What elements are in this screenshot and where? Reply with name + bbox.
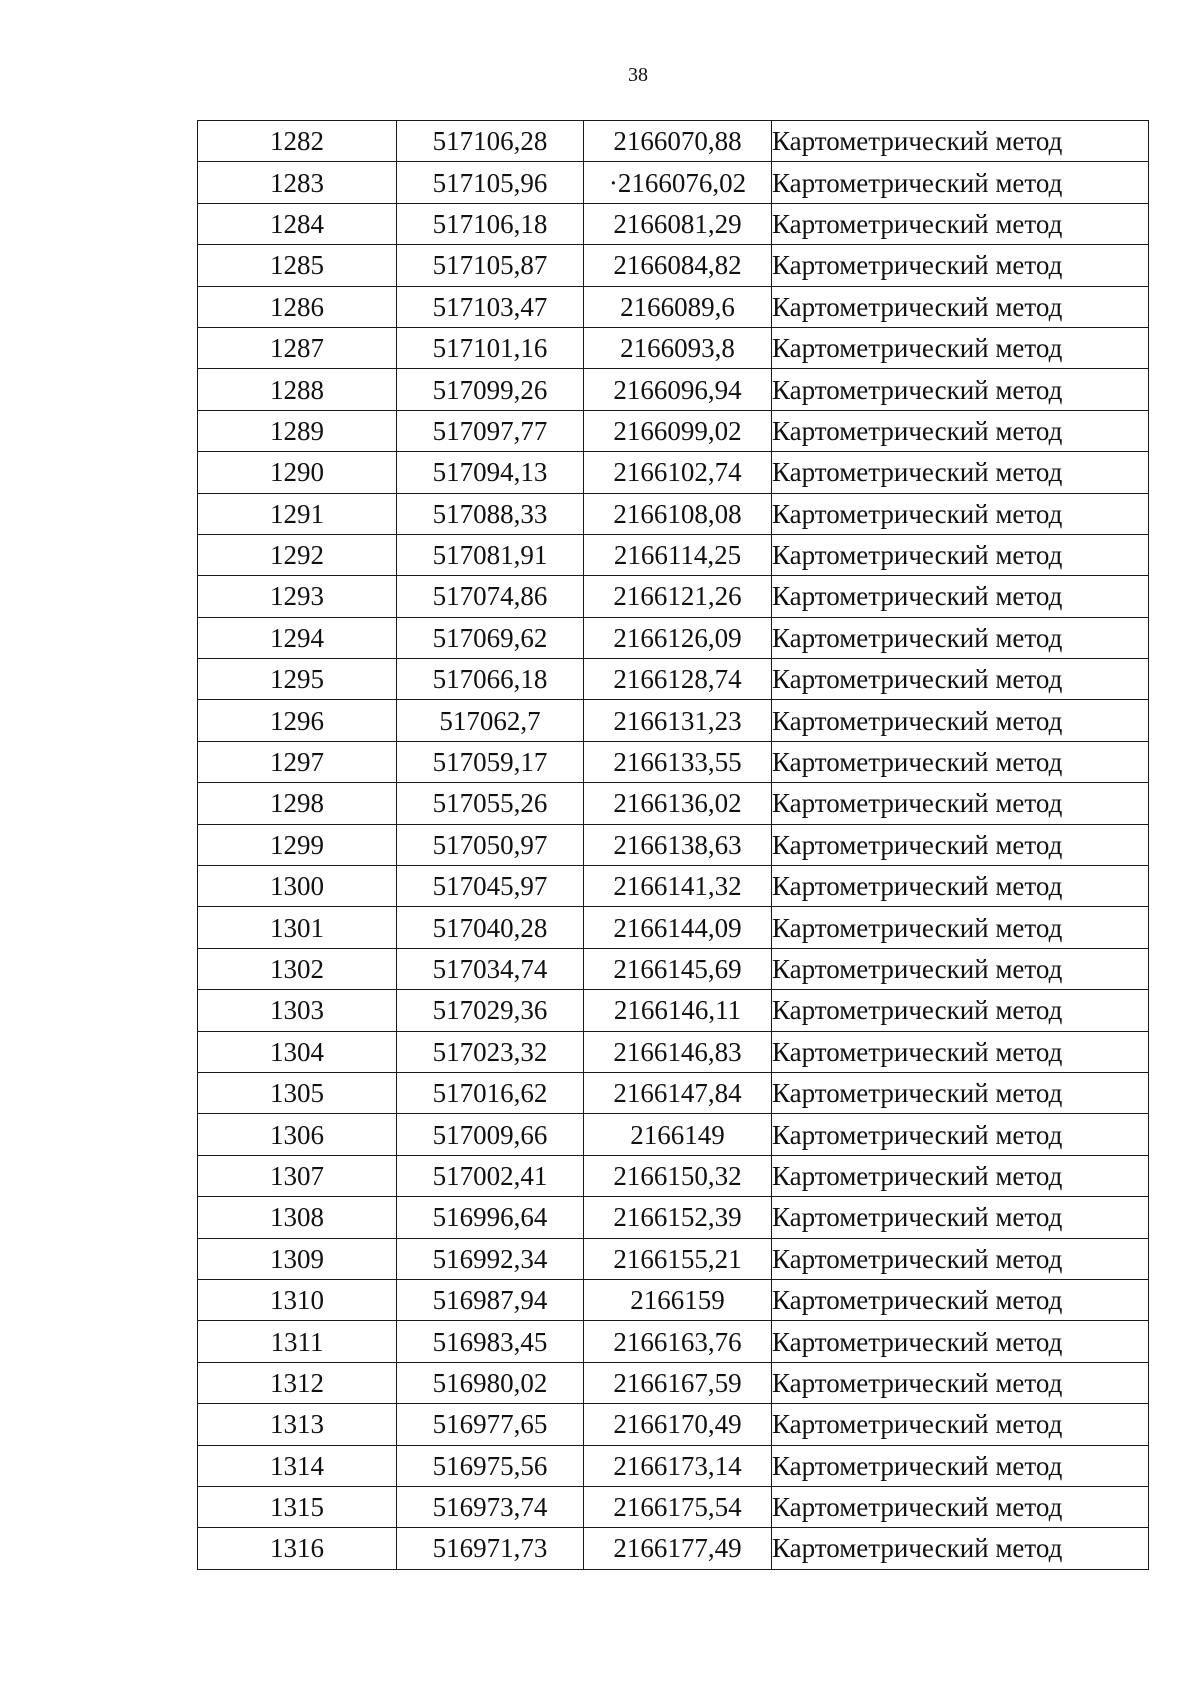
table-row xyxy=(198,1197,1149,1238)
x-coordinate-cell: 516987,94 xyxy=(397,1279,584,1320)
y-coordinate-cell: 2166126,09 xyxy=(584,617,772,658)
table-row xyxy=(198,741,1149,782)
method-cell: Картометрический метод xyxy=(772,824,1149,865)
y-coordinate-cell: 2166149 xyxy=(584,1114,772,1155)
x-coordinate-cell: 517088,33 xyxy=(397,493,584,534)
table-row xyxy=(198,783,1149,824)
y-coordinate-cell: 2166102,74 xyxy=(584,452,772,493)
x-coordinate-cell: 516996,64 xyxy=(397,1197,584,1238)
table-row xyxy=(198,327,1149,368)
point-number-cell: 1310 xyxy=(198,1279,397,1320)
point-number-cell: 1292 xyxy=(198,534,397,575)
x-coordinate-cell: 517099,26 xyxy=(397,369,584,410)
method-cell: Картометрический метод xyxy=(772,203,1149,244)
page-number-container xyxy=(0,64,1200,87)
point-number-cell: 1287 xyxy=(198,327,397,368)
y-coordinate-cell: 2166173,14 xyxy=(584,1445,772,1486)
x-coordinate-cell: 517034,74 xyxy=(397,948,584,989)
point-number-cell: 1296 xyxy=(198,700,397,741)
y-coordinate-cell: 2166099,02 xyxy=(584,410,772,451)
x-coordinate-cell: 517094,13 xyxy=(397,452,584,493)
x-coordinate-cell: 517106,18 xyxy=(397,203,584,244)
table-row xyxy=(198,410,1149,451)
x-coordinate-cell: 517016,62 xyxy=(397,1072,584,1113)
x-coordinate-cell: 517029,36 xyxy=(397,990,584,1031)
method-cell: Картометрический метод xyxy=(772,452,1149,493)
table-row xyxy=(198,700,1149,741)
y-coordinate-cell: 2166121,26 xyxy=(584,576,772,617)
y-coordinate-cell: 2166167,59 xyxy=(584,1362,772,1403)
point-number-cell: 1315 xyxy=(198,1486,397,1527)
method-cell: Картометрический метод xyxy=(772,700,1149,741)
method-cell: Картометрический метод xyxy=(772,245,1149,286)
method-cell: Картометрический метод xyxy=(772,1486,1149,1527)
table-row xyxy=(198,286,1149,327)
y-coordinate-cell: 2166128,74 xyxy=(584,659,772,700)
y-coordinate-cell: 2166093,8 xyxy=(584,327,772,368)
point-number-cell: 1297 xyxy=(198,741,397,782)
x-coordinate-cell: 516992,34 xyxy=(397,1238,584,1279)
coordinates-table xyxy=(197,120,1149,1570)
point-number-cell: 1290 xyxy=(198,452,397,493)
table-row xyxy=(198,534,1149,575)
point-number-cell: 1289 xyxy=(198,410,397,451)
point-number-cell: 1306 xyxy=(198,1114,397,1155)
point-number-cell: 1291 xyxy=(198,493,397,534)
point-number-cell: 1305 xyxy=(198,1072,397,1113)
x-coordinate-cell: 516975,56 xyxy=(397,1445,584,1486)
method-cell: Картометрический метод xyxy=(772,1362,1149,1403)
x-coordinate-cell: 517069,62 xyxy=(397,617,584,658)
method-cell: Картометрический метод xyxy=(772,576,1149,617)
table-row xyxy=(198,990,1149,1031)
point-number-cell: 1308 xyxy=(198,1197,397,1238)
y-coordinate-cell: 2166136,02 xyxy=(584,783,772,824)
table-row xyxy=(198,824,1149,865)
page-number: 38 xyxy=(628,64,648,86)
point-number-cell: 1299 xyxy=(198,824,397,865)
y-coordinate-cell: 2166146,83 xyxy=(584,1031,772,1072)
y-coordinate-cell: 2166144,09 xyxy=(584,907,772,948)
y-coordinate-cell: 2166131,23 xyxy=(584,700,772,741)
method-cell: Картометрический метод xyxy=(772,907,1149,948)
x-coordinate-cell: 517066,18 xyxy=(397,659,584,700)
x-coordinate-cell: 517101,16 xyxy=(397,327,584,368)
x-coordinate-cell: 517002,41 xyxy=(397,1155,584,1196)
point-number-cell: 1284 xyxy=(198,203,397,244)
point-number-cell: 1309 xyxy=(198,1238,397,1279)
method-cell: Картометрический метод xyxy=(772,1279,1149,1320)
x-coordinate-cell: 517055,26 xyxy=(397,783,584,824)
x-coordinate-cell: 516977,65 xyxy=(397,1404,584,1445)
method-cell: Картометрический метод xyxy=(772,1155,1149,1196)
y-coordinate-cell: 2166114,25 xyxy=(584,534,772,575)
table-row xyxy=(198,1486,1149,1527)
y-coordinate-cell: 2166084,82 xyxy=(584,245,772,286)
point-number-cell: 1285 xyxy=(198,245,397,286)
y-coordinate-cell: 2166146,11 xyxy=(584,990,772,1031)
table-row xyxy=(198,1445,1149,1486)
table-row xyxy=(198,369,1149,410)
point-number-cell: 1283 xyxy=(198,162,397,203)
x-coordinate-cell: 517040,28 xyxy=(397,907,584,948)
x-coordinate-cell: 517059,17 xyxy=(397,741,584,782)
x-coordinate-cell: 517103,47 xyxy=(397,286,584,327)
point-number-cell: 1286 xyxy=(198,286,397,327)
point-number-cell: 1307 xyxy=(198,1155,397,1196)
method-cell: Картометрический метод xyxy=(772,1031,1149,1072)
table-row xyxy=(198,452,1149,493)
x-coordinate-cell: 517105,87 xyxy=(397,245,584,286)
method-cell: Картометрический метод xyxy=(772,1114,1149,1155)
table-row xyxy=(198,866,1149,907)
method-cell: Картометрический метод xyxy=(772,327,1149,368)
method-cell: Картометрический метод xyxy=(772,410,1149,451)
x-coordinate-cell: 517023,32 xyxy=(397,1031,584,1072)
point-number-cell: 1311 xyxy=(198,1321,397,1362)
y-coordinate-cell: 2166133,55 xyxy=(584,741,772,782)
method-cell: Картометрический метод xyxy=(772,369,1149,410)
y-coordinate-cell: 2166175,54 xyxy=(584,1486,772,1527)
y-coordinate-cell: 2166141,32 xyxy=(584,866,772,907)
method-cell: Картометрический метод xyxy=(772,617,1149,658)
table-row xyxy=(198,659,1149,700)
method-cell: Картометрический метод xyxy=(772,1445,1149,1486)
y-coordinate-cell: 2166081,29 xyxy=(584,203,772,244)
method-cell: Картометрический метод xyxy=(772,1528,1149,1569)
y-coordinate-cell: 2166096,94 xyxy=(584,369,772,410)
point-number-cell: 1301 xyxy=(198,907,397,948)
x-coordinate-cell: 517050,97 xyxy=(397,824,584,865)
x-coordinate-cell: 516983,45 xyxy=(397,1321,584,1362)
table-row xyxy=(198,162,1149,203)
method-cell: Картометрический метод xyxy=(772,1072,1149,1113)
x-coordinate-cell: 517062,7 xyxy=(397,700,584,741)
table-row xyxy=(198,1321,1149,1362)
x-coordinate-cell: 516980,02 xyxy=(397,1362,584,1403)
table-row xyxy=(198,493,1149,534)
point-number-cell: 1303 xyxy=(198,990,397,1031)
point-number-cell: 1314 xyxy=(198,1445,397,1486)
x-coordinate-cell: 517009,66 xyxy=(397,1114,584,1155)
point-number-cell: 1302 xyxy=(198,948,397,989)
y-coordinate-cell: 2166147,84 xyxy=(584,1072,772,1113)
table-row xyxy=(198,948,1149,989)
table-row xyxy=(198,121,1149,162)
method-cell: Картометрический метод xyxy=(772,1321,1149,1362)
table-row xyxy=(198,1072,1149,1113)
method-cell: Картометрический метод xyxy=(772,783,1149,824)
table-row xyxy=(198,1155,1149,1196)
x-coordinate-cell: 516973,74 xyxy=(397,1486,584,1527)
point-number-cell: 1282 xyxy=(198,121,397,162)
point-number-cell: 1312 xyxy=(198,1362,397,1403)
method-cell: Картометрический метод xyxy=(772,741,1149,782)
table-row xyxy=(198,576,1149,617)
y-coordinate-cell: 2166070,88 xyxy=(584,121,772,162)
x-coordinate-cell: 517097,77 xyxy=(397,410,584,451)
method-cell: Картометрический метод xyxy=(772,990,1149,1031)
method-cell: Картометрический метод xyxy=(772,534,1149,575)
x-coordinate-cell: 517105,96 xyxy=(397,162,584,203)
table-row xyxy=(198,1528,1149,1569)
x-coordinate-cell: 517081,91 xyxy=(397,534,584,575)
y-coordinate-cell: 2166138,63 xyxy=(584,824,772,865)
method-cell: Картометрический метод xyxy=(772,162,1149,203)
table-row xyxy=(198,203,1149,244)
y-coordinate-cell: 2166177,49 xyxy=(584,1528,772,1569)
y-coordinate-cell: 2166159 xyxy=(584,1279,772,1320)
table-row xyxy=(198,617,1149,658)
table-row xyxy=(198,1279,1149,1320)
y-coordinate-cell: 2166089,6 xyxy=(584,286,772,327)
method-cell: Картометрический метод xyxy=(772,866,1149,907)
table-row xyxy=(198,1238,1149,1279)
y-coordinate-cell: 2166163,76 xyxy=(584,1321,772,1362)
point-number-cell: 1294 xyxy=(198,617,397,658)
y-coordinate-cell: 2166170,49 xyxy=(584,1404,772,1445)
method-cell: Картометрический метод xyxy=(772,493,1149,534)
x-coordinate-cell: 517106,28 xyxy=(397,121,584,162)
y-coordinate-cell: 2166155,21 xyxy=(584,1238,772,1279)
x-coordinate-cell: 517045,97 xyxy=(397,866,584,907)
y-coordinate-cell: 2166152,39 xyxy=(584,1197,772,1238)
point-number-cell: 1316 xyxy=(198,1528,397,1569)
table-row xyxy=(198,245,1149,286)
table-row xyxy=(198,1362,1149,1403)
point-number-cell: 1288 xyxy=(198,369,397,410)
y-coordinate-cell: ·2166076,02 xyxy=(584,162,772,203)
method-cell: Картометрический метод xyxy=(772,286,1149,327)
method-cell: Картометрический метод xyxy=(772,659,1149,700)
table-row xyxy=(198,1031,1149,1072)
point-number-cell: 1298 xyxy=(198,783,397,824)
table-row xyxy=(198,1114,1149,1155)
method-cell: Картометрический метод xyxy=(772,948,1149,989)
method-cell: Картометрический метод xyxy=(772,121,1149,162)
point-number-cell: 1293 xyxy=(198,576,397,617)
method-cell: Картометрический метод xyxy=(772,1197,1149,1238)
x-coordinate-cell: 516971,73 xyxy=(397,1528,584,1569)
y-coordinate-cell: 2166108,08 xyxy=(584,493,772,534)
point-number-cell: 1300 xyxy=(198,866,397,907)
point-number-cell: 1313 xyxy=(198,1404,397,1445)
method-cell: Картометрический метод xyxy=(772,1238,1149,1279)
point-number-cell: 1295 xyxy=(198,659,397,700)
y-coordinate-cell: 2166150,32 xyxy=(584,1155,772,1196)
y-coordinate-cell: 2166145,69 xyxy=(584,948,772,989)
method-cell: Картометрический метод xyxy=(772,1404,1149,1445)
table-row xyxy=(198,907,1149,948)
table-row xyxy=(198,1404,1149,1445)
x-coordinate-cell: 517074,86 xyxy=(397,576,584,617)
coordinates-table-body xyxy=(198,121,1149,1570)
point-number-cell: 1304 xyxy=(198,1031,397,1072)
